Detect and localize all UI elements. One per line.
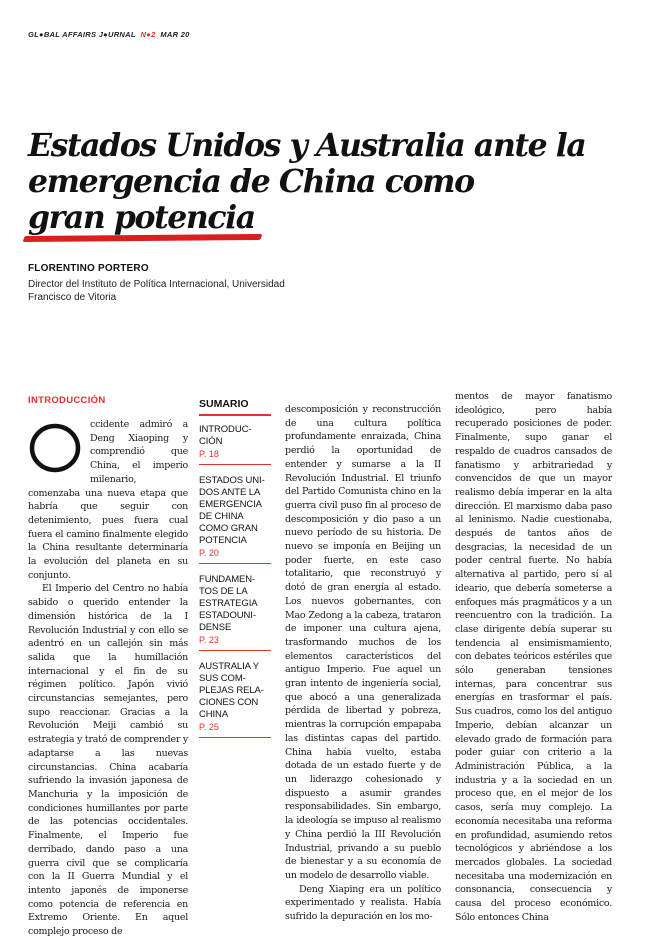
sumario-item-page: P. 25 <box>199 721 271 738</box>
body-column-1 <box>28 418 188 939</box>
drop-cap-o <box>28 422 82 474</box>
body-column-2 <box>285 403 441 924</box>
sumario-item-page: P. 23 <box>199 634 271 651</box>
journal-header <box>28 30 190 39</box>
sumario-item-label: INTRODUC-CIÓN <box>199 424 252 447</box>
sumario-item-page: P. 18 <box>199 448 271 465</box>
sumario-item[interactable] <box>199 424 271 465</box>
article-title <box>28 128 608 236</box>
sumario-item-label: ESTADOS UNI-DOS ANTE LA EMERGENCIA DE CHINA COMO GRAN POTENCIA <box>199 475 265 546</box>
paragraph: descomposición y reconstrucción de una cultura política profundamente enraizada, China perdió la oportunidad de entender y sumarse a la II Revolución Industrial. El triunfo del Partido Comunista chino en la guerra civil puso fin al proceso de descomposición y dio paso a un nuevo período de su historia. De nuevo se imponía en Beijing un poder fuerte, en este caso totalitario, que reconstruyó y dotó de gran energía al estado. Los nuevos gobernantes, con Mao Zedong a la cabeza, trataron de imponer una cultura ajena, trasformando muchos de los elementos característicos del antiguo Imperio. Fue aquel un gran intento de ingeniería social, que abocó a una generalizada pérdida de libertad y pobreza, mientras la corrupción empapaba las distintas capas del partido. China había vuelto, estaba dotada de un estado fuerte y de un liderazgo cohesionado y dispuesto a asumir grandes responsabilidades. Sin embargo, la ideología se impuso al realismo y China perdió la III Revolución Industrial, privando a su pueblo de bienestar y a su economía de un modelo de desarrollo viable. <box>285 404 441 881</box>
sumario-item-label: AUSTRALIA Y SUS COM-PLEJAS RELA-CIONES CON CHINA <box>199 661 264 720</box>
paragraph: mentos de mayor fanatismo ideológico, pero había recuperado posiciones de poder. Finalmente, supo ganar el respaldo de cuadros cansados de fanatismo y arbitrariedad y convencidos de que un mayor realismo debía imperar en la alta dirección. El marxismo daba paso al leninismo. Nadie cuestionaba, después de tantos años de desgracias, la necesidad de un poder central fuerte. No había alternativa al partido, pero sí al ideario, que debería someterse a enfoques más pragmáticos y a un reencuentro con la tradición. La clase dirigente debía superar su tendencia al ensimismamiento, con debates teóricos estériles que sólo generaban tensiones internas, para concentrar sus energías en trasformar el país. Sus cuadros, como los del antiguo Imperio, debían alcanzar un elevado grado de formación para poder guiar con criterio a la Administración Pública, a la industria y a la sociedad en un proceso que, en el mejor de los casos, sería muy complejo. La economía necesitaba una reforma en profundidad, asumiendo retos tecnológicos y abriéndose a los mercados globales. La sociedad necesitaba una modernización en consonancia, consecuencia y causa del proceso económico. Sólo entonces China <box>455 391 612 923</box>
sumario-item-page: P. 20 <box>199 547 271 564</box>
journal-name: GL●BAL AFFAIRS J●URNAL <box>28 30 136 39</box>
paragraph: Deng Xiaping era un político experimentado y realista. Había sufrido la depuración en los mo- <box>285 883 441 923</box>
issue-date: MAR 20 <box>160 30 190 39</box>
sumario-sidebar <box>199 398 271 748</box>
author-name: FLORENTINO PORTERO <box>28 263 149 274</box>
sumario-item-label: FUNDAMEN-TOS DE LA ESTRATEGIA ESTADOUNI-DENSE <box>199 574 257 633</box>
issue-number: N●2 <box>140 30 156 39</box>
body-column-3 <box>455 390 612 924</box>
title-text: Estados Unidos y Australia ante la emergencia de China como <box>28 127 586 200</box>
author-affiliation: Director del Instituto de Política Internacional, Universidad Francisco de Vitoria <box>28 279 285 303</box>
sumario-item[interactable] <box>199 475 271 564</box>
paragraph: ccidente admiró a Deng Xiaoping y comprendió que China, el imperio milenario, comenzaba una nueva etapa que habría que seguir con detenimiento, pues fuera cual fuera el camino finalmente elegido la China resultante determinaría la evolución del planeta en su conjunto. <box>28 419 188 581</box>
sumario-heading: SUMARIO <box>199 398 271 416</box>
paragraph: El Imperio del Centro no había sabido o querido entender la dimensión histórica de la I Revolución Industrial y con ello se adentró en un callejón sin más salida que la humillación internacional y el fin de su régimen político. Japón vivió circunstancias semejantes, pero supo reaccionar. Gracias a la Revolución Meiji cambió su estrategia y trató de comprender y adaptarse a las nuevas circunstancias. China acabaría sufriendo la invasión japonesa de Manchuria y la imposición de condiciones humillantes por parte de las potencias occidentales. Finalmente, el Imperio fue derribado, dando paso a una guerra civil que se complicaría con la II Guerra Mundial y el intento japonés de imponerse como potencia de referencia en Extremo Oriente. En aquel complejo proceso de <box>28 583 188 938</box>
section-heading: INTRODUCCIÓN <box>28 395 106 406</box>
sumario-item[interactable] <box>199 574 271 651</box>
title-highlight: gran potencia <box>28 199 255 236</box>
sumario-item[interactable] <box>199 661 271 738</box>
